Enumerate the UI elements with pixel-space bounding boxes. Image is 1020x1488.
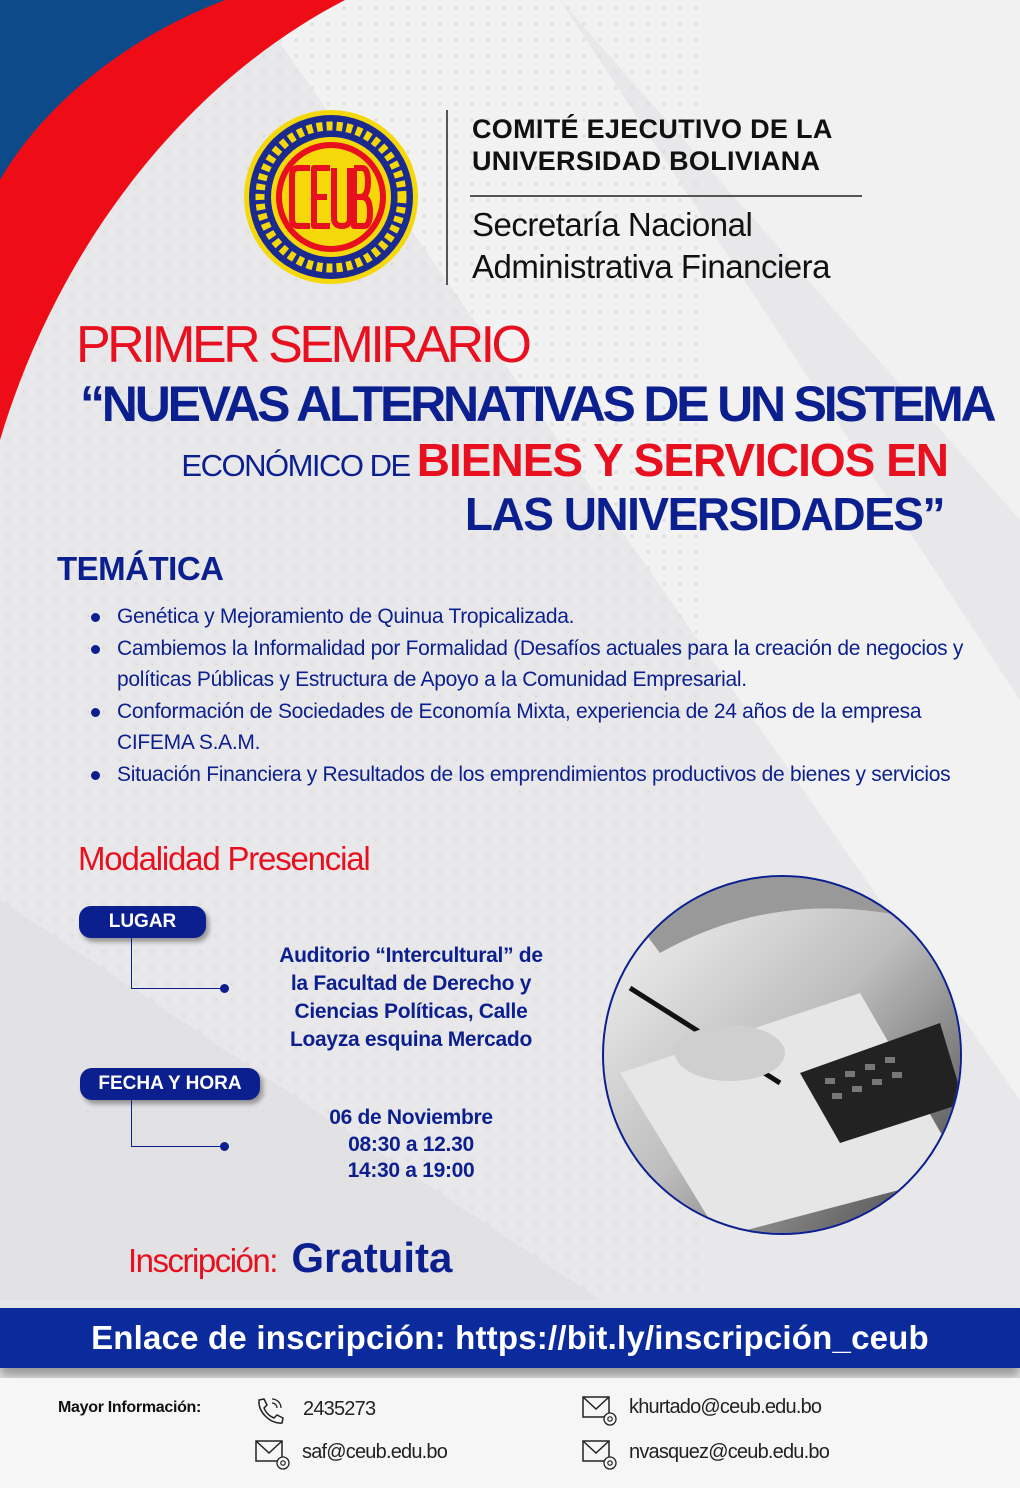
- lugar-address: [250, 942, 572, 1054]
- inscripcion-value: Gratuita: [291, 1234, 453, 1281]
- list-item: Genética y Mejoramiento de Quinua Tropicalizada.: [88, 601, 978, 633]
- address-line: Ciencias Políticas, Calle: [294, 1000, 528, 1023]
- address-line: la Facultad de Derecho y: [290, 972, 532, 995]
- phone-number[interactable]: 2435273: [303, 1398, 376, 1420]
- org-line-2: UNIVERSIDAD BOLIVIANA: [472, 146, 821, 176]
- lugar-badge: LUGAR: [79, 906, 206, 938]
- time-line: 08:30 a 12.30: [348, 1132, 474, 1156]
- address-line: Auditorio “Intercultural” de: [279, 944, 543, 967]
- title-line-3b: BIENES Y SERVICIOS EN: [416, 434, 948, 486]
- email-icon: [582, 1395, 618, 1427]
- footer-label: Mayor Información:: [58, 1399, 202, 1416]
- email-khurtado[interactable]: khurtado@ceub.edu.bo: [629, 1396, 822, 1418]
- fecha-connector: [131, 1100, 225, 1147]
- org-line-1: COMITÉ EJECUTIVO DE LA: [472, 114, 833, 144]
- email-saf[interactable]: saf@ceub.edu.bo: [302, 1441, 448, 1463]
- list-item: Situación Financiera y Resultados de los emprendimientos productivos de bienes y servicios: [88, 759, 978, 791]
- date-line: 06 de Noviembre: [329, 1106, 493, 1129]
- inscripcion: [128, 1234, 452, 1282]
- ceub-logo: [242, 108, 420, 286]
- tematica-list: [88, 601, 978, 791]
- email-icon: [255, 1439, 291, 1471]
- fecha-badge: FECHA Y HORA: [80, 1068, 260, 1100]
- tematica-heading: TEMÁTICA: [57, 550, 224, 587]
- list-item: Conformación de Sociedades de Economía Mixta, experiencia de 24 años de la empresa CIFEMA S.A.M.: [88, 696, 978, 759]
- org-name: [472, 113, 833, 177]
- title-line-4: LAS UNIVERSIDADES”: [464, 488, 944, 540]
- dept-line-1: Secretaría Nacional: [472, 206, 753, 243]
- dept-line-2: Administrativa Financiera: [472, 248, 830, 285]
- address-line: Loayza esquina Mercado: [290, 1028, 532, 1051]
- calculator-photo: [600, 873, 964, 1237]
- lugar-connector: [131, 938, 225, 989]
- time-line: 14:30 a 19:00: [347, 1159, 475, 1182]
- list-item: Cambiemos la Informalidad por Formalidad (Desafíos actuales para la creación de negocios y políticas Públicas y Estructura de Apoyo a la Comunidad Empresarial.: [88, 633, 978, 696]
- header-rule: [470, 195, 862, 197]
- inscripcion-label: Inscripción:: [128, 1242, 277, 1279]
- email-nvasquez[interactable]: nvasquez@ceub.edu.bo: [629, 1441, 830, 1463]
- fecha-details: [250, 1105, 572, 1185]
- title-line-3a: ECONÓMICO DE: [181, 448, 417, 483]
- email-icon: [582, 1439, 618, 1471]
- phone-icon: [254, 1396, 286, 1426]
- department-name: [472, 204, 830, 288]
- fecha-dot: [220, 1142, 229, 1151]
- title-line-2: “NUEVAS ALTERNATIVAS DE UN SISTEMA: [80, 376, 994, 432]
- registration-link[interactable]: Enlace de inscripción: https://bit.ly/inscripción_ceub: [0, 1308, 1020, 1368]
- modalidad: Modalidad Presencial: [78, 840, 370, 877]
- header-divider: [446, 110, 448, 285]
- lugar-dot: [220, 984, 229, 993]
- title-line-1: PRIMER SEMIRARIO: [76, 316, 529, 374]
- footer: [0, 1378, 1020, 1488]
